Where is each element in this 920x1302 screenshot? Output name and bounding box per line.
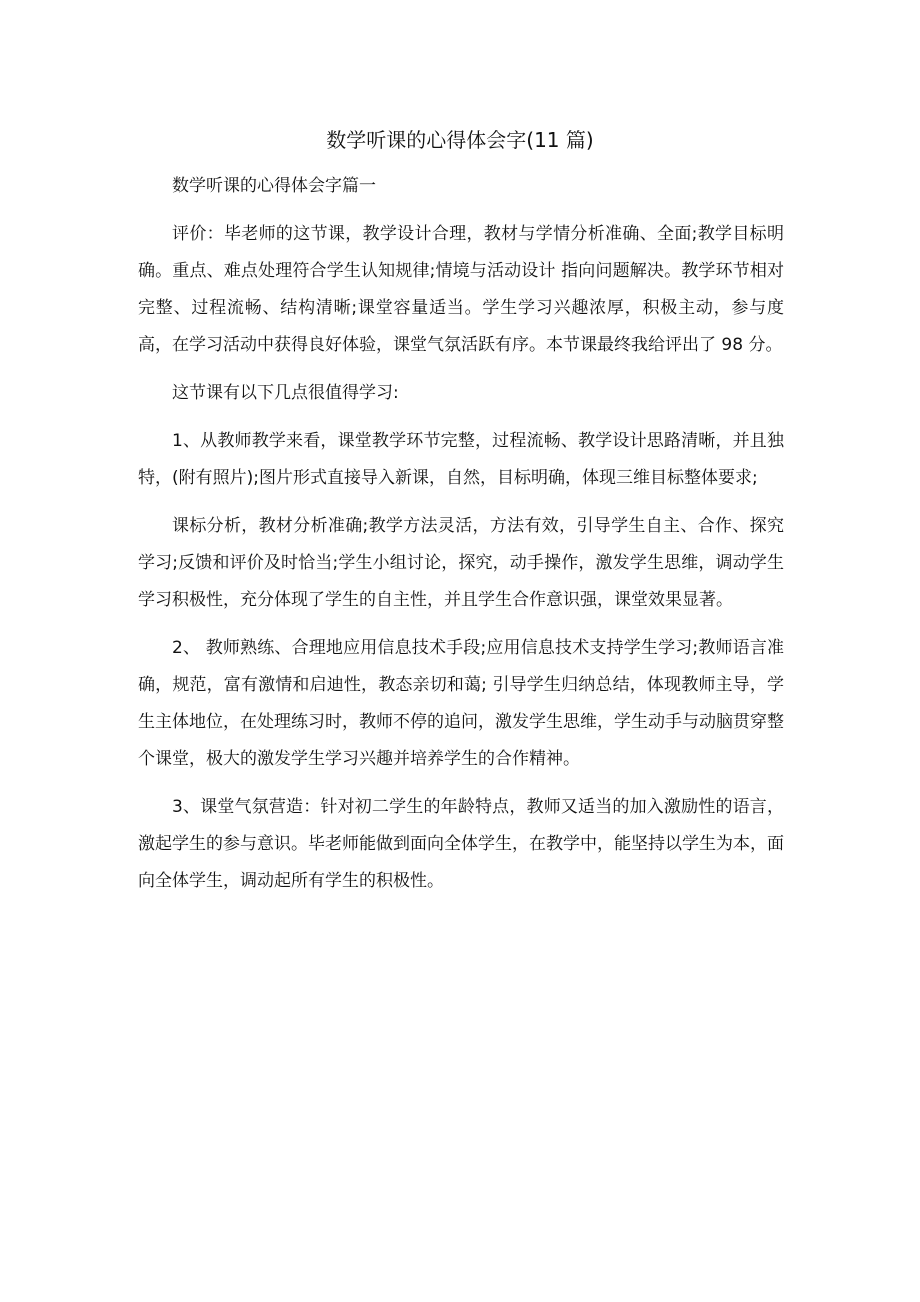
section-heading: 数学听课的心得体会字篇一: [172, 176, 376, 196]
paragraph-point-2: 2、 教师熟练、合理地应用信息技术手段;应用信息技术支持学生学习;教师语言准确，规范，富有激情和启迪性，教态亲切和蔼; 引导学生归纳总结，体现教师主导，学生主体地位，在处理练习时，教师不停的追问，激发学生思维，学生动手与动脑贯穿整个课堂，极大的激发学生学习兴趣并培养学生的合作精神。: [138, 638, 784, 769]
paragraph-point-1: 1、从教师教学来看，课堂教学环节完整，过程流畅、教学设计思路清晰，并且独特，(附有照片);图片形式直接导入新课，自然，目标明确，体现三维目标整体要求;: [138, 431, 784, 488]
paragraph-intro-points: 这节课有以下几点很值得学习:: [172, 383, 399, 403]
document-body: [138, 168, 784, 911]
paragraph-evaluation: 评价：毕老师的这节课，教学设计合理，教材与学情分析准确、全面;教学目标明确。重点、难点处理符合学生认知规律;情境与活动设计 指向问题解决。教学环节相对完整、过程流畅、结构清晰;课堂容量适当。学生学习兴趣浓厚，积极主动，参与度高，在学习活动中获得良好体验，课堂气氛活跃有序。本节课最终我给评出了 98 分。: [138, 224, 784, 355]
paragraph-point-3: 3、课堂气氛营造：针对初二学生的年龄特点，教师又适当的加入激励性的语言，激起学生的参与意识。毕老师能做到面向全体学生，在教学中，能坚持以学生为本，面向全体学生，调动起所有学生的积极性。: [138, 797, 784, 891]
document-title: 数学听课的心得体会字(11 篇): [326, 128, 594, 152]
paragraph-curriculum-analysis: 课标分析，教材分析准确;教学方法灵活，方法有效，引导学生自主、合作、探究学习;反馈和评价及时恰当;学生小组讨论，探究，动手操作，激发学生思维，调动学生学习积极性，充分体现了学生的自主性，并且学生合作意识强，课堂效果显著。: [138, 516, 784, 610]
